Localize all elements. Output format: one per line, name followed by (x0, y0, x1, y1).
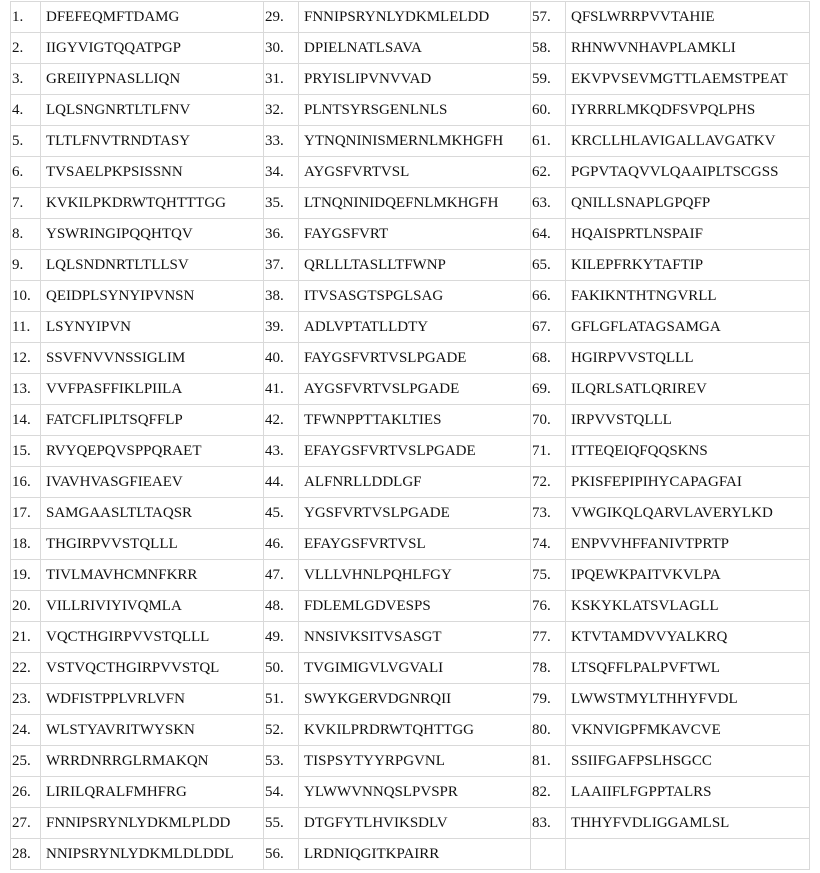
peptide-sequence: TIVLMAVHCMNFKRR (41, 560, 264, 591)
peptide-number: 2. (11, 33, 41, 64)
peptide-sequence: SSVFNVVNSSIGLIM (41, 343, 264, 374)
peptide-sequence: PLNTSYRSGENLNLS (299, 95, 531, 126)
peptide-number: 30. (264, 33, 299, 64)
peptide-number: 26. (11, 777, 41, 808)
peptide-number: 64. (531, 219, 566, 250)
peptide-number: 71. (531, 436, 566, 467)
peptide-number: 4. (11, 95, 41, 126)
table-row (11, 374, 810, 405)
peptide-number: 37. (264, 250, 299, 281)
peptide-number: 78. (531, 653, 566, 684)
peptide-number: 53. (264, 746, 299, 777)
peptide-number: 6. (11, 157, 41, 188)
peptide-sequence: NNSIVKSITVSASGT (299, 622, 531, 653)
peptide-sequence: KRCLLHLAVIGALLAVGATKV (566, 126, 810, 157)
peptide-table (10, 1, 810, 870)
peptide-sequence (566, 839, 810, 870)
peptide-number: 66. (531, 281, 566, 312)
peptide-number: 12. (11, 343, 41, 374)
peptide-number: 63. (531, 188, 566, 219)
peptide-sequence: WLSTYAVRITWYSKN (41, 715, 264, 746)
table-row (11, 560, 810, 591)
table-row (11, 591, 810, 622)
table-row (11, 219, 810, 250)
table-row (11, 64, 810, 95)
peptide-number: 7. (11, 188, 41, 219)
peptide-sequence: YGSFVRTVSLPGADE (299, 498, 531, 529)
peptide-number: 46. (264, 529, 299, 560)
peptide-sequence: VKNVIGPFMKAVCVE (566, 715, 810, 746)
peptide-number: 34. (264, 157, 299, 188)
peptide-sequence: QNILLSNAPLGPQFP (566, 188, 810, 219)
peptide-sequence: VWGIKQLQARVLAVERYLKD (566, 498, 810, 529)
peptide-number: 36. (264, 219, 299, 250)
peptide-sequence: LIRILQRALFMHFRG (41, 777, 264, 808)
peptide-sequence: KSKYKLATSVLAGLL (566, 591, 810, 622)
peptide-number: 76. (531, 591, 566, 622)
peptide-sequence: FNNIPSRYNLYDKMLELDD (299, 2, 531, 33)
table-row (11, 839, 810, 870)
peptide-number: 74. (531, 529, 566, 560)
peptide-number: 62. (531, 157, 566, 188)
peptide-number: 39. (264, 312, 299, 343)
peptide-number: 51. (264, 684, 299, 715)
table-row (11, 126, 810, 157)
peptide-sequence: RVYQEPQVSPPQRAET (41, 436, 264, 467)
peptide-sequence: GFLGFLATAGSAMGA (566, 312, 810, 343)
table-row (11, 715, 810, 746)
peptide-sequence: TISPSYTYYRPGVNL (299, 746, 531, 777)
peptide-sequence: DTGFYTLHVIKSDLV (299, 808, 531, 839)
peptide-number: 56. (264, 839, 299, 870)
peptide-sequence: EKVPVSEVMGTTLAEMSTPEAT (566, 64, 810, 95)
peptide-sequence: VSTVQCTHGIRPVVSTQL (41, 653, 264, 684)
peptide-number: 31. (264, 64, 299, 95)
peptide-sequence: NNIPSRYNLYDKMLDLDDL (41, 839, 264, 870)
peptide-sequence: LSYNYIPVN (41, 312, 264, 343)
peptide-number: 43. (264, 436, 299, 467)
peptide-number: 21. (11, 622, 41, 653)
peptide-sequence: FAKIKNTHTNGVRLL (566, 281, 810, 312)
peptide-sequence: VQCTHGIRPVVSTQLLL (41, 622, 264, 653)
peptide-sequence: IVAVHVASGFIEAEV (41, 467, 264, 498)
peptide-number: 9. (11, 250, 41, 281)
peptide-number: 83. (531, 808, 566, 839)
peptide-sequence: LTNQNINIDQEFNLMKHGFH (299, 188, 531, 219)
table-row (11, 2, 810, 33)
peptide-number: 72. (531, 467, 566, 498)
peptide-number: 27. (11, 808, 41, 839)
peptide-number: 40. (264, 343, 299, 374)
table-row (11, 281, 810, 312)
peptide-sequence: THGIRPVVSTQLLL (41, 529, 264, 560)
peptide-sequence: LQLSNGNRTLTLFNV (41, 95, 264, 126)
peptide-sequence: EFAYGSFVRTVSLPGADE (299, 436, 531, 467)
peptide-number: 35. (264, 188, 299, 219)
peptide-number: 54. (264, 777, 299, 808)
peptide-number: 67. (531, 312, 566, 343)
peptide-number: 14. (11, 405, 41, 436)
peptide-number: 16. (11, 467, 41, 498)
peptide-number: 55. (264, 808, 299, 839)
peptide-number: 33. (264, 126, 299, 157)
table-row (11, 808, 810, 839)
table-row (11, 157, 810, 188)
table-row (11, 653, 810, 684)
peptide-number: 17. (11, 498, 41, 529)
table-row (11, 622, 810, 653)
table-row (11, 684, 810, 715)
peptide-sequence: ILQRLSATLQRIREV (566, 374, 810, 405)
peptide-number: 65. (531, 250, 566, 281)
peptide-sequence: HQAISPRTLNSPAIF (566, 219, 810, 250)
peptide-number: 15. (11, 436, 41, 467)
peptide-number: 68. (531, 343, 566, 374)
table-row (11, 777, 810, 808)
peptide-sequence: ITTEQEIQFQQSKNS (566, 436, 810, 467)
peptide-sequence: VVFPASFFIKLPIILA (41, 374, 264, 405)
peptide-sequence: TFWNPPTTAKLTIES (299, 405, 531, 436)
peptide-sequence: QEIDPLSYNYIPVNSN (41, 281, 264, 312)
peptide-sequence: YTNQNINISMERNLMKHGFH (299, 126, 531, 157)
table-row (11, 188, 810, 219)
peptide-number: 25. (11, 746, 41, 777)
peptide-number: 38. (264, 281, 299, 312)
peptide-sequence: KILEPFRKYTAFTIP (566, 250, 810, 281)
table-row (11, 33, 810, 64)
peptide-number: 28. (11, 839, 41, 870)
table-row (11, 405, 810, 436)
peptide-sequence: EFAYGSFVRTVSL (299, 529, 531, 560)
peptide-sequence: LQLSNDNRTLTLLSV (41, 250, 264, 281)
peptide-sequence: LRDNIQGITKPAIRR (299, 839, 531, 870)
peptide-number: 44. (264, 467, 299, 498)
peptide-sequence: IPQEWKPAITVKVLPA (566, 560, 810, 591)
table-row (11, 498, 810, 529)
peptide-sequence: WDFISTPPLVRLVFN (41, 684, 264, 715)
peptide-number: 41. (264, 374, 299, 405)
peptide-number: 8. (11, 219, 41, 250)
peptide-sequence: TVGIMIGVLVGVALI (299, 653, 531, 684)
peptide-number: 49. (264, 622, 299, 653)
peptide-sequence: QRLLLTASLLTFWNP (299, 250, 531, 281)
peptide-sequence: FDLEMLGDVESPS (299, 591, 531, 622)
peptide-number: 77. (531, 622, 566, 653)
peptide-sequence: LWWSTMYLTHHYFVDL (566, 684, 810, 715)
peptide-number: 82. (531, 777, 566, 808)
peptide-sequence: ITVSASGTSPGLSAG (299, 281, 531, 312)
peptide-sequence: ENPVVHFFANIVTPRTP (566, 529, 810, 560)
peptide-sequence: LAAIIFLFGPPTALRS (566, 777, 810, 808)
peptide-sequence: PKISFEPIPIHYCAPAGFAI (566, 467, 810, 498)
peptide-number: 81. (531, 746, 566, 777)
peptide-sequence: IYRRRLMKQDFSVPQLPHS (566, 95, 810, 126)
peptide-number: 1. (11, 2, 41, 33)
peptide-sequence: ADLVPTATLLDTY (299, 312, 531, 343)
peptide-number: 29. (264, 2, 299, 33)
peptide-sequence: WRRDNRRGLRMAKQN (41, 746, 264, 777)
peptide-sequence: ALFNRLLDDLGF (299, 467, 531, 498)
peptide-sequence: THHYFVDLIGGAMLSL (566, 808, 810, 839)
peptide-sequence: FAYGSFVRTVSLPGADE (299, 343, 531, 374)
peptide-sequence: SSIIFGAFPSLHSGCC (566, 746, 810, 777)
peptide-number: 73. (531, 498, 566, 529)
peptide-number: 69. (531, 374, 566, 405)
peptide-number: 61. (531, 126, 566, 157)
peptide-number: 57. (531, 2, 566, 33)
peptide-number: 18. (11, 529, 41, 560)
peptide-sequence: LTSQFFLPALPVFTWL (566, 653, 810, 684)
peptide-sequence: HGIRPVVSTQLLL (566, 343, 810, 374)
peptide-number: 50. (264, 653, 299, 684)
peptide-number: 70. (531, 405, 566, 436)
peptide-number: 19. (11, 560, 41, 591)
peptide-number: 13. (11, 374, 41, 405)
peptide-number: 5. (11, 126, 41, 157)
peptide-number: 10. (11, 281, 41, 312)
peptide-sequence: FAYGSFVRT (299, 219, 531, 250)
peptide-number: 20. (11, 591, 41, 622)
table-row (11, 467, 810, 498)
peptide-number: 75. (531, 560, 566, 591)
peptide-sequence: KVKILPRDRWTQHTTGG (299, 715, 531, 746)
peptide-number: 45. (264, 498, 299, 529)
peptide-sequence: KVKILPKDRWTQHTTTGG (41, 188, 264, 219)
peptide-sequence: IIGYVIGTQQATPGP (41, 33, 264, 64)
peptide-number: 11. (11, 312, 41, 343)
peptide-sequence: RHNWVNHAVPLAMKLI (566, 33, 810, 64)
peptide-sequence: IRPVVSTQLLL (566, 405, 810, 436)
peptide-number: 52. (264, 715, 299, 746)
peptide-sequence: GREIIYPNASLLIQN (41, 64, 264, 95)
table-row (11, 746, 810, 777)
peptide-number: 42. (264, 405, 299, 436)
peptide-number: 47. (264, 560, 299, 591)
peptide-sequence: AYGSFVRTVSLPGADE (299, 374, 531, 405)
peptide-sequence: TLTLFNVTRNDTASY (41, 126, 264, 157)
table-row (11, 250, 810, 281)
peptide-number (531, 839, 566, 870)
peptide-sequence: YLWWVNNQSLPVSPR (299, 777, 531, 808)
peptide-number: 32. (264, 95, 299, 126)
peptide-sequence: KTVTAMDVVYALKRQ (566, 622, 810, 653)
peptide-number: 58. (531, 33, 566, 64)
peptide-sequence: VILLRIVIYIVQMLA (41, 591, 264, 622)
peptide-sequence: SWYKGERVDGNRQII (299, 684, 531, 715)
peptide-sequence: FNNIPSRYNLYDKMLPLDD (41, 808, 264, 839)
peptide-sequence: AYGSFVRTVSL (299, 157, 531, 188)
peptide-number: 79. (531, 684, 566, 715)
peptide-number: 23. (11, 684, 41, 715)
peptide-number: 80. (531, 715, 566, 746)
peptide-sequence: PRYISLIPVNVVAD (299, 64, 531, 95)
peptide-number: 3. (11, 64, 41, 95)
peptide-number: 22. (11, 653, 41, 684)
table-row (11, 312, 810, 343)
table-row (11, 436, 810, 467)
table-row (11, 529, 810, 560)
peptide-sequence: QFSLWRRPVVTAHIE (566, 2, 810, 33)
table-row (11, 343, 810, 374)
peptide-number: 59. (531, 64, 566, 95)
peptide-sequence: FATCFLIPLTSQFFLP (41, 405, 264, 436)
peptide-sequence: SAMGAASLTLTAQSR (41, 498, 264, 529)
peptide-sequence: PGPVTAQVVLQAAIPLTSCGSS (566, 157, 810, 188)
peptide-number: 48. (264, 591, 299, 622)
peptide-sequence: VLLLVHNLPQHLFGY (299, 560, 531, 591)
peptide-sequence: DFEFEQMFTDAMG (41, 2, 264, 33)
peptide-sequence: TVSAELPKPSISSNN (41, 157, 264, 188)
table-row (11, 95, 810, 126)
peptide-sequence: DPIELNATLSAVA (299, 33, 531, 64)
peptide-number: 60. (531, 95, 566, 126)
peptide-sequence: YSWRINGIPQQHTQV (41, 219, 264, 250)
peptide-number: 24. (11, 715, 41, 746)
